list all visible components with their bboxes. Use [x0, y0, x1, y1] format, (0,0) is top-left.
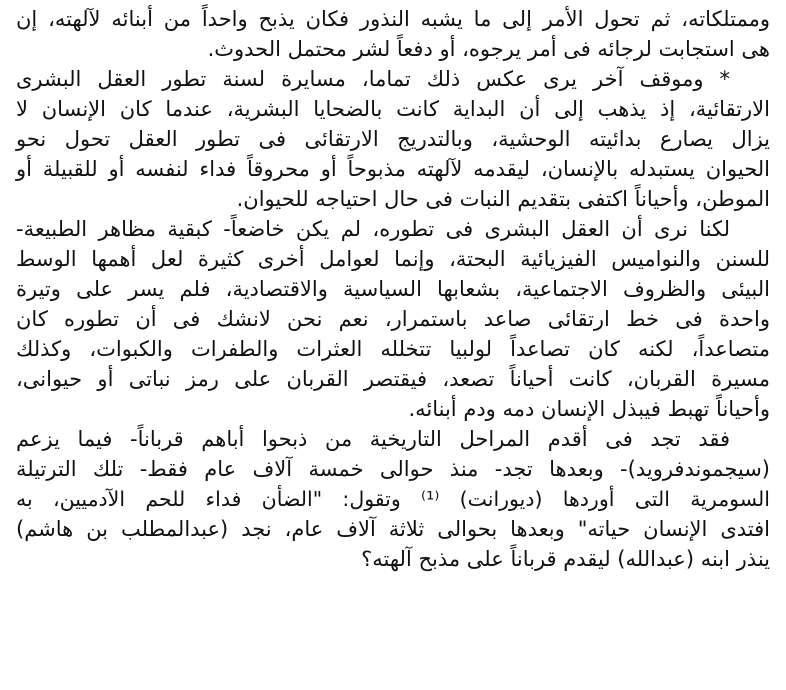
text-line: فقد تجد فى أقدم المراحل التاريخية من ذبحوا أباهم قرباناً- فيما يزعم [16, 427, 730, 451]
text-line: البيئى والظروف الاجتماعية، بشعابها السياسية والاقتصادية، فلم يسر على وتيرة [16, 277, 770, 301]
text-line: يزال يصارع بدائيته الوحشية، وبالتدريج الارتقائى فى تطور العقل تحول نحو [16, 127, 770, 151]
text-line: السومرية التى أوردها (ديورانت) ⁽¹⁾ وتقول: "الضأن فداء للحم الآدميين، به [16, 487, 770, 511]
text-line: واحدة فى خط ارتقائى صاعد باستمرار، نعم نحن لانشك فى أن تطوره كان [16, 307, 770, 331]
text-line: الحيوان يستبدله بالإنسان، ليقدمه لآلهته مذبوحاً أو محروقاً فداء لنفسه أو للقبيلة أو [16, 157, 770, 181]
text-line: * وموقف آخر يرى عكس ذلك تماما، مسايرة لسنة تطور العقل البشرى [16, 67, 730, 91]
text-line: مسيرة القربان، كانت أحياناً تصعد، فيقتصر القربان على رمز نباتى أو حيوانى، [16, 367, 770, 391]
text-line: هى استجابت لرجائه فى أمر يرجوه، أو دفعاً لشر محتمل الحدوث. [207, 37, 770, 61]
text-line: متصاعداً، لكنه كان تصاعداً لولبيا تتخلله العثرات والطفرات والكبوات، وكذلك [16, 337, 770, 361]
text-line: (سيجموندفرويد)- وبعدها تجد- منذ حوالى خمسة آلاف عام فقط- تلك الترتيلة [16, 457, 770, 481]
text-line: افتدى الإنسان حياته" وبعدها بحوالى ثلاثة آلاف عام، نجد (عبدالمطلب بن هاشم) [16, 517, 770, 541]
text-line: وممتلكاته، ثم تحول الأمر إلى ما يشبه النذور فكان يذبح واحداً من أبنائه لآلهته، إن [16, 7, 770, 31]
text-line: لكنا نرى أن العقل البشرى فى تطوره، لم يكن خاضعاً- كبقية مظاهر الطبيعة- [16, 217, 730, 241]
text-line: وأحياناً تهبط فيبذل الإنسان دمه ودم أبنائه. [408, 397, 770, 421]
text-line: للسنن والنواميس الفيزيائية البحتة، وإنما لعوامل أخرى كثيرة لعل أهمها الوسط [16, 247, 770, 271]
text-line: الارتقائية، إذ يذهب إلى أن البداية كانت بالضحايا البشرية، عندما كان الإنسان لا [16, 97, 770, 121]
body-text [16, 4, 770, 574]
text-line: الموطن، وأحياناً اكتفى بتقديم النبات فى حال احتياجه للحيوان. [236, 187, 770, 211]
text-line: ينذر ابنه (عبدالله) ليقدم قرباناً على مذبح آلهته؟ [361, 547, 770, 571]
